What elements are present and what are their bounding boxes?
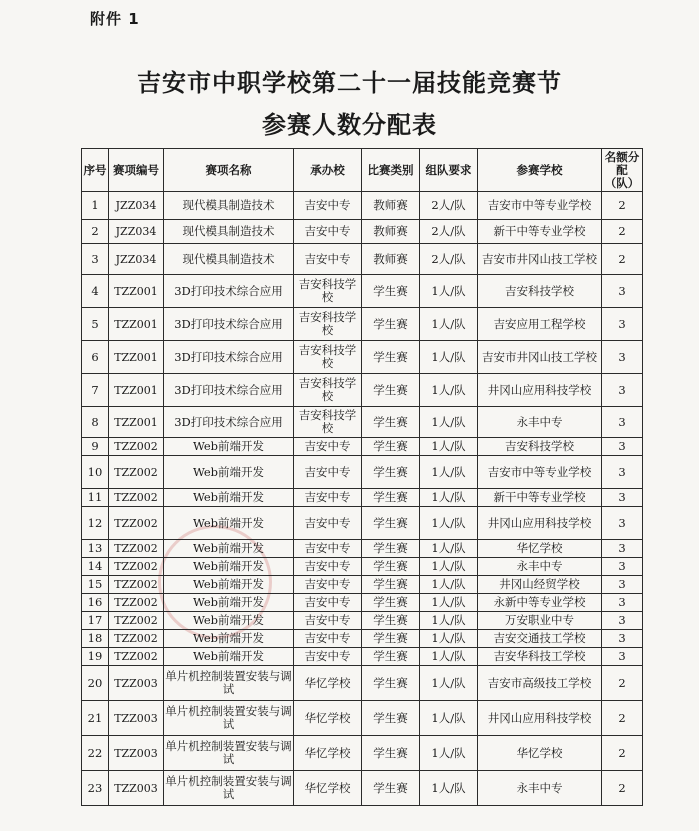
table-row — [82, 558, 643, 576]
cell-quota: 3 — [602, 507, 643, 540]
cell-name: 现代模具制造技术 — [164, 192, 294, 220]
cell-name: 3D打印技术综合应用 — [164, 407, 294, 438]
cell-name: 现代模具制造技术 — [164, 220, 294, 244]
cell-team: 1人/队 — [420, 341, 478, 374]
cell-school: 井冈山经贸学校 — [478, 576, 602, 594]
cell-category: 教师赛 — [362, 192, 420, 220]
table-row — [82, 244, 643, 275]
cell-team: 1人/队 — [420, 308, 478, 341]
cell-host: 吉安科技学校 — [294, 275, 362, 308]
cell-name: Web前端开发 — [164, 612, 294, 630]
cell-code: TZZ001 — [109, 341, 164, 374]
header-team: 组队要求 — [420, 149, 478, 192]
cell-host: 吉安中专 — [294, 648, 362, 666]
cell-quota: 2 — [602, 192, 643, 220]
table-row — [82, 275, 643, 308]
cell-quota: 2 — [602, 701, 643, 736]
table-row — [82, 456, 643, 489]
cell-team: 1人/队 — [420, 594, 478, 612]
cell-school: 永丰中专 — [478, 558, 602, 576]
cell-quota: 3 — [602, 308, 643, 341]
cell-host: 吉安中专 — [294, 489, 362, 507]
cell-host: 吉安中专 — [294, 220, 362, 244]
cell-seq: 9 — [82, 438, 109, 456]
cell-seq: 13 — [82, 540, 109, 558]
cell-seq: 2 — [82, 220, 109, 244]
cell-code: TZZ002 — [109, 612, 164, 630]
cell-seq: 7 — [82, 374, 109, 407]
cell-name: 3D打印技术综合应用 — [164, 341, 294, 374]
cell-seq: 18 — [82, 630, 109, 648]
cell-seq: 14 — [82, 558, 109, 576]
cell-school: 井冈山应用科技学校 — [478, 374, 602, 407]
cell-name: 单片机控制装置安装与调试 — [164, 666, 294, 701]
attachment-label: 附件 1 — [90, 10, 140, 28]
table-row — [82, 701, 643, 736]
cell-code: TZZ002 — [109, 630, 164, 648]
cell-host: 吉安科技学校 — [294, 374, 362, 407]
cell-school: 吉安应用工程学校 — [478, 308, 602, 341]
table-row — [82, 736, 643, 771]
cell-seq: 19 — [82, 648, 109, 666]
table-row — [82, 594, 643, 612]
header-name: 赛项名称 — [164, 149, 294, 192]
cell-category: 学生赛 — [362, 701, 420, 736]
cell-seq: 5 — [82, 308, 109, 341]
table-header-row — [82, 149, 643, 192]
cell-school: 吉安科技学校 — [478, 438, 602, 456]
document-subtitle: 参赛人数分配表 — [262, 111, 437, 139]
cell-category: 教师赛 — [362, 220, 420, 244]
cell-school: 井冈山应用科技学校 — [478, 701, 602, 736]
table-row — [82, 192, 643, 220]
cell-seq: 4 — [82, 275, 109, 308]
cell-seq: 1 — [82, 192, 109, 220]
table-row — [82, 666, 643, 701]
cell-category: 学生赛 — [362, 489, 420, 507]
cell-school: 永丰中专 — [478, 771, 602, 806]
cell-category: 学生赛 — [362, 308, 420, 341]
cell-seq: 20 — [82, 666, 109, 701]
cell-category: 学生赛 — [362, 736, 420, 771]
cell-team: 1人/队 — [420, 666, 478, 701]
cell-team: 1人/队 — [420, 736, 478, 771]
cell-school: 新干中等专业学校 — [478, 220, 602, 244]
cell-school: 万安职业中专 — [478, 612, 602, 630]
cell-category: 学生赛 — [362, 341, 420, 374]
cell-category: 学生赛 — [362, 456, 420, 489]
cell-code: TZZ003 — [109, 771, 164, 806]
cell-school: 永丰中专 — [478, 407, 602, 438]
cell-school: 吉安科技学校 — [478, 275, 602, 308]
cell-host: 华忆学校 — [294, 701, 362, 736]
cell-code: TZZ003 — [109, 736, 164, 771]
cell-code: TZZ002 — [109, 594, 164, 612]
cell-quota: 3 — [602, 407, 643, 438]
cell-team: 1人/队 — [420, 374, 478, 407]
cell-seq: 22 — [82, 736, 109, 771]
cell-quota: 2 — [602, 244, 643, 275]
cell-name: Web前端开发 — [164, 540, 294, 558]
cell-team: 2人/队 — [420, 220, 478, 244]
table-row — [82, 576, 643, 594]
cell-seq: 10 — [82, 456, 109, 489]
cell-team: 1人/队 — [420, 456, 478, 489]
cell-code: TZZ003 — [109, 701, 164, 736]
cell-code: TZZ002 — [109, 438, 164, 456]
cell-name: 3D打印技术综合应用 — [164, 374, 294, 407]
cell-quota: 3 — [602, 275, 643, 308]
header-code: 赛项编号 — [109, 149, 164, 192]
cell-name: 单片机控制装置安装与调试 — [164, 771, 294, 806]
cell-team: 1人/队 — [420, 438, 478, 456]
header-quota: 名额分配（队） — [602, 149, 643, 192]
cell-category: 学生赛 — [362, 630, 420, 648]
cell-category: 学生赛 — [362, 438, 420, 456]
cell-host: 吉安中专 — [294, 507, 362, 540]
cell-host: 华忆学校 — [294, 666, 362, 701]
cell-host: 吉安科技学校 — [294, 407, 362, 438]
cell-seq: 17 — [82, 612, 109, 630]
cell-seq: 23 — [82, 771, 109, 806]
cell-team: 1人/队 — [420, 489, 478, 507]
cell-school: 吉安华科技工学校 — [478, 648, 602, 666]
cell-category: 学生赛 — [362, 594, 420, 612]
table-row — [82, 407, 643, 438]
table-row — [82, 341, 643, 374]
cell-quota: 3 — [602, 438, 643, 456]
cell-name: 单片机控制装置安装与调试 — [164, 736, 294, 771]
cell-team: 2人/队 — [420, 244, 478, 275]
cell-team: 1人/队 — [420, 407, 478, 438]
cell-code: JZZ034 — [109, 192, 164, 220]
cell-team: 1人/队 — [420, 630, 478, 648]
cell-team: 1人/队 — [420, 540, 478, 558]
cell-category: 学生赛 — [362, 612, 420, 630]
cell-code: TZZ002 — [109, 648, 164, 666]
cell-school: 吉安市井冈山技工学校 — [478, 341, 602, 374]
cell-category: 学生赛 — [362, 576, 420, 594]
cell-seq: 6 — [82, 341, 109, 374]
cell-code: TZZ002 — [109, 489, 164, 507]
cell-quota: 3 — [602, 612, 643, 630]
table-row — [82, 540, 643, 558]
cell-code: TZZ001 — [109, 308, 164, 341]
cell-name: Web前端开发 — [164, 489, 294, 507]
table-row — [82, 507, 643, 540]
header-host: 承办校 — [294, 149, 362, 192]
cell-code: JZZ034 — [109, 220, 164, 244]
cell-team: 2人/队 — [420, 192, 478, 220]
cell-quota: 2 — [602, 220, 643, 244]
table-row — [82, 220, 643, 244]
cell-category: 学生赛 — [362, 648, 420, 666]
cell-code: TZZ002 — [109, 540, 164, 558]
cell-host: 吉安中专 — [294, 558, 362, 576]
cell-name: Web前端开发 — [164, 648, 294, 666]
table-body — [82, 192, 643, 806]
cell-host: 吉安科技学校 — [294, 341, 362, 374]
cell-name: Web前端开发 — [164, 507, 294, 540]
cell-category: 学生赛 — [362, 507, 420, 540]
cell-quota: 3 — [602, 576, 643, 594]
cell-quota: 3 — [602, 648, 643, 666]
cell-school: 吉安市中等专业学校 — [478, 456, 602, 489]
cell-code: TZZ002 — [109, 558, 164, 576]
cell-seq: 16 — [82, 594, 109, 612]
cell-quota: 2 — [602, 666, 643, 701]
cell-host: 吉安中专 — [294, 540, 362, 558]
cell-category: 学生赛 — [362, 558, 420, 576]
cell-name: 单片机控制装置安装与调试 — [164, 701, 294, 736]
cell-name: 3D打印技术综合应用 — [164, 308, 294, 341]
table-row — [82, 374, 643, 407]
cell-name: Web前端开发 — [164, 558, 294, 576]
cell-name: Web前端开发 — [164, 630, 294, 648]
cell-school: 华忆学校 — [478, 540, 602, 558]
cell-name: Web前端开发 — [164, 456, 294, 489]
cell-name: Web前端开发 — [164, 594, 294, 612]
cell-quota: 3 — [602, 594, 643, 612]
cell-code: TZZ001 — [109, 374, 164, 407]
cell-team: 1人/队 — [420, 507, 478, 540]
cell-school: 吉安市井冈山技工学校 — [478, 244, 602, 275]
cell-host: 吉安中专 — [294, 612, 362, 630]
cell-code: TZZ003 — [109, 666, 164, 701]
cell-quota: 3 — [602, 558, 643, 576]
cell-team: 1人/队 — [420, 558, 478, 576]
cell-team: 1人/队 — [420, 576, 478, 594]
cell-category: 学生赛 — [362, 407, 420, 438]
cell-name: Web前端开发 — [164, 576, 294, 594]
table-row — [82, 630, 643, 648]
table-row — [82, 612, 643, 630]
cell-school: 井冈山应用科技学校 — [478, 507, 602, 540]
cell-code: JZZ034 — [109, 244, 164, 275]
cell-name: Web前端开发 — [164, 438, 294, 456]
cell-category: 学生赛 — [362, 275, 420, 308]
cell-code: TZZ002 — [109, 456, 164, 489]
cell-quota: 3 — [602, 489, 643, 507]
cell-seq: 3 — [82, 244, 109, 275]
cell-school: 吉安市中等专业学校 — [478, 192, 602, 220]
cell-quota: 3 — [602, 374, 643, 407]
cell-team: 1人/队 — [420, 648, 478, 666]
cell-host: 吉安中专 — [294, 456, 362, 489]
cell-host: 吉安中专 — [294, 594, 362, 612]
table-row — [82, 648, 643, 666]
cell-name: 现代模具制造技术 — [164, 244, 294, 275]
cell-team: 1人/队 — [420, 701, 478, 736]
cell-code: TZZ002 — [109, 576, 164, 594]
cell-team: 1人/队 — [420, 612, 478, 630]
cell-category: 学生赛 — [362, 374, 420, 407]
cell-school: 新干中等专业学校 — [478, 489, 602, 507]
table-row — [82, 438, 643, 456]
cell-host: 吉安中专 — [294, 438, 362, 456]
cell-host: 吉安中专 — [294, 576, 362, 594]
cell-code: TZZ001 — [109, 275, 164, 308]
cell-team: 1人/队 — [420, 771, 478, 806]
cell-host: 吉安科技学校 — [294, 308, 362, 341]
cell-host: 华忆学校 — [294, 771, 362, 806]
cell-seq: 8 — [82, 407, 109, 438]
cell-host: 吉安中专 — [294, 192, 362, 220]
cell-host: 吉安中专 — [294, 630, 362, 648]
cell-seq: 21 — [82, 701, 109, 736]
header-category: 比赛类别 — [362, 149, 420, 192]
cell-host: 华忆学校 — [294, 736, 362, 771]
cell-host: 吉安中专 — [294, 244, 362, 275]
cell-category: 学生赛 — [362, 666, 420, 701]
cell-school: 吉安市高级技工学校 — [478, 666, 602, 701]
header-school: 参赛学校 — [478, 149, 602, 192]
table-row — [82, 771, 643, 806]
cell-seq: 11 — [82, 489, 109, 507]
cell-category: 学生赛 — [362, 540, 420, 558]
cell-code: TZZ001 — [109, 407, 164, 438]
cell-quota: 2 — [602, 736, 643, 771]
cell-quota: 3 — [602, 456, 643, 489]
cell-code: TZZ002 — [109, 507, 164, 540]
cell-seq: 15 — [82, 576, 109, 594]
cell-school: 永新中等专业学校 — [478, 594, 602, 612]
table-row — [82, 489, 643, 507]
header-seq: 序号 — [82, 149, 109, 192]
cell-category: 学生赛 — [362, 771, 420, 806]
cell-quota: 2 — [602, 771, 643, 806]
cell-category: 教师赛 — [362, 244, 420, 275]
cell-quota: 3 — [602, 341, 643, 374]
cell-quota: 3 — [602, 540, 643, 558]
cell-team: 1人/队 — [420, 275, 478, 308]
cell-quota: 3 — [602, 630, 643, 648]
allocation-table — [81, 148, 643, 806]
cell-school: 华忆学校 — [478, 736, 602, 771]
table-row — [82, 308, 643, 341]
cell-school: 吉安交通技工学校 — [478, 630, 602, 648]
cell-seq: 12 — [82, 507, 109, 540]
cell-name: 3D打印技术综合应用 — [164, 275, 294, 308]
document-title: 吉安市中职学校第二十一届技能竞赛节 — [137, 69, 562, 97]
